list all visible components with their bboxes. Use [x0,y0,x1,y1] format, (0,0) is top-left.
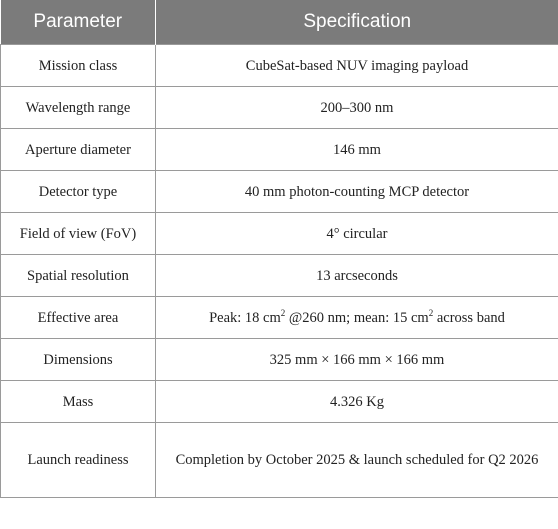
specification-cell: 40 mm photon-counting MCP detector [156,171,558,213]
parameter-cell: Aperture diameter [1,129,156,171]
parameter-cell: Spatial resolution [1,255,156,297]
table-row [1,87,558,129]
table-row [1,129,558,171]
parameter-cell: Dimensions [1,339,156,381]
table-row [1,339,558,381]
specification-cell [156,297,558,339]
effective-area-peak-text: Peak: 18 cm [209,309,281,326]
specification-cell: CubeSat-based NUV imaging payload [156,45,558,87]
parameter-cell: Mass [1,381,156,423]
specification-cell: 325 mm × 166 mm × 166 mm [156,339,558,381]
table-row [1,171,558,213]
parameter-cell: Mission class [1,45,156,87]
effective-area-band-text: across band [433,309,505,326]
parameter-cell: Launch readiness [1,423,156,498]
specification-cell: 4.326 Kg [156,381,558,423]
table-row [1,213,558,255]
header-parameter: Parameter [1,0,156,45]
specification-cell: 4° circular [156,213,558,255]
parameter-cell: Detector type [1,171,156,213]
squared-superscript: 2 [428,307,434,318]
table-row [1,297,558,339]
parameter-cell: Effective area [1,297,156,339]
parameter-cell: Wavelength range [1,87,156,129]
effective-area-mean-text: @260 nm; mean: 15 cm [285,309,429,326]
specification-cell: Completion by October 2025 & launch scheduled for Q2 2026 [156,423,558,498]
specification-cell: 200–300 nm [156,87,558,129]
table-row [1,45,558,87]
table-row [1,255,558,297]
header-row [1,0,558,45]
header-specification: Specification [156,0,558,45]
specification-cell: 13 arcseconds [156,255,558,297]
table-row [1,381,558,423]
parameter-cell: Field of view (FoV) [1,213,156,255]
squared-superscript: 2 [280,307,286,318]
specification-cell: 146 mm [156,129,558,171]
table-row [1,423,558,498]
